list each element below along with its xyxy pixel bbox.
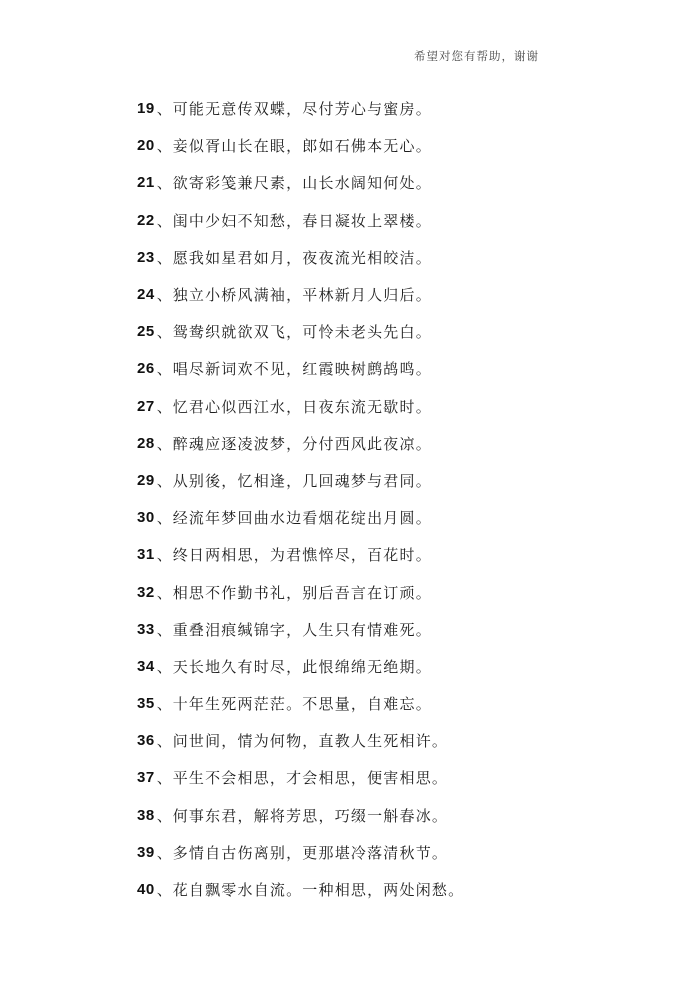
item-text: 重叠泪痕缄锦字，人生只有情难死。 [172, 622, 432, 639]
item-separator: 、 [156, 771, 172, 788]
item-separator: 、 [156, 659, 172, 676]
item-separator: 、 [156, 473, 172, 490]
list-item [137, 759, 677, 796]
list-item [137, 797, 677, 834]
item-number: 36 [137, 732, 155, 750]
list-item [137, 462, 677, 499]
item-number: 27 [137, 397, 155, 415]
item-separator: 、 [156, 102, 172, 119]
item-text: 何事东君，解将芳思，巧缀一斛春冰。 [172, 808, 449, 825]
item-text: 经流年梦回曲水边看烟花绽出月圆。 [172, 511, 432, 528]
item-separator: 、 [156, 213, 172, 230]
list-item [137, 90, 677, 127]
item-number: 23 [137, 248, 155, 266]
list-item [137, 536, 677, 573]
item-text: 相思不作勤书礼，别后吾言在订顽。 [172, 585, 432, 602]
item-number: 21 [137, 174, 155, 192]
item-number: 35 [137, 695, 155, 713]
item-number: 32 [137, 583, 155, 601]
page-header-note: 希望对您有帮助，谢谢 [414, 51, 539, 63]
list-item [137, 276, 677, 313]
item-number: 33 [137, 620, 155, 638]
item-text: 独立小桥风满袖，平林新月人归后。 [172, 288, 432, 305]
item-text: 终日两相思，为君憔悴尽，百花时。 [172, 548, 432, 565]
item-number: 24 [137, 286, 155, 304]
item-number: 38 [137, 806, 155, 824]
list-item [137, 685, 677, 722]
item-separator: 、 [156, 622, 172, 639]
list-item [137, 313, 677, 350]
item-separator: 、 [156, 139, 172, 156]
list-item [137, 499, 677, 536]
item-text: 平生不会相思，才会相思，便害相思。 [172, 771, 449, 788]
poem-list [137, 90, 677, 908]
list-item [137, 425, 677, 462]
item-text: 鸳鸯织就欲双飞，可怜未老头先白。 [172, 325, 432, 342]
item-text: 十年生死两茫茫。不思量，自难忘。 [172, 697, 432, 714]
item-separator: 、 [156, 176, 172, 193]
item-separator: 、 [156, 585, 172, 602]
item-number: 30 [137, 509, 155, 527]
item-separator: 、 [156, 845, 172, 862]
list-item [137, 202, 677, 239]
item-separator: 、 [156, 399, 172, 416]
item-text: 花自飘零水自流。一种相思，两处闲愁。 [172, 883, 465, 900]
item-number: 34 [137, 657, 155, 675]
item-text: 唱尽新词欢不见，红霞映树鹧鸪鸣。 [172, 362, 432, 379]
list-item [137, 871, 677, 908]
item-number: 22 [137, 211, 155, 229]
item-text: 醉魂应逐凌波梦，分付西风此夜凉。 [172, 436, 432, 453]
item-text: 问世间，情为何物，直教人生死相许。 [172, 734, 449, 751]
item-number: 28 [137, 434, 155, 452]
item-separator: 、 [156, 436, 172, 453]
item-text: 欲寄彩笺兼尺素，山长水阔知何处。 [172, 176, 432, 193]
item-separator: 、 [156, 808, 172, 825]
item-number: 19 [137, 100, 155, 118]
list-item [137, 573, 677, 610]
item-separator: 、 [156, 250, 172, 267]
item-separator: 、 [156, 548, 172, 565]
item-text: 多情自古伤离别，更那堪冷落清秋节。 [172, 845, 449, 862]
item-separator: 、 [156, 288, 172, 305]
list-item [137, 239, 677, 276]
list-item [137, 722, 677, 759]
item-number: 31 [137, 546, 155, 564]
list-item [137, 648, 677, 685]
item-text: 妾似胥山长在眼，郎如石佛本无心。 [172, 139, 432, 156]
item-number: 25 [137, 323, 155, 341]
list-item [137, 164, 677, 201]
item-separator: 、 [156, 325, 172, 342]
item-separator: 、 [156, 362, 172, 379]
item-number: 40 [137, 881, 155, 899]
list-item [137, 127, 677, 164]
item-separator: 、 [156, 697, 172, 714]
item-separator: 、 [156, 511, 172, 528]
list-item [137, 834, 677, 871]
item-number: 39 [137, 843, 155, 861]
item-number: 37 [137, 769, 155, 787]
list-item [137, 350, 677, 387]
item-text: 闺中少妇不知愁，春日凝妆上翠楼。 [172, 213, 432, 230]
item-number: 29 [137, 471, 155, 489]
item-text: 愿我如星君如月，夜夜流光相皎洁。 [172, 250, 432, 267]
item-separator: 、 [156, 734, 172, 751]
list-item [137, 388, 677, 425]
item-number: 26 [137, 360, 155, 378]
list-item [137, 611, 677, 648]
item-text: 忆君心似西江水，日夜东流无歇时。 [172, 399, 432, 416]
item-text: 天长地久有时尽，此恨绵绵无绝期。 [172, 659, 432, 676]
item-text: 从别後，忆相逢，几回魂梦与君同。 [172, 473, 432, 490]
item-separator: 、 [156, 883, 172, 900]
item-number: 20 [137, 137, 155, 155]
item-text: 可能无意传双蝶，尽付芳心与蜜房。 [172, 102, 432, 119]
